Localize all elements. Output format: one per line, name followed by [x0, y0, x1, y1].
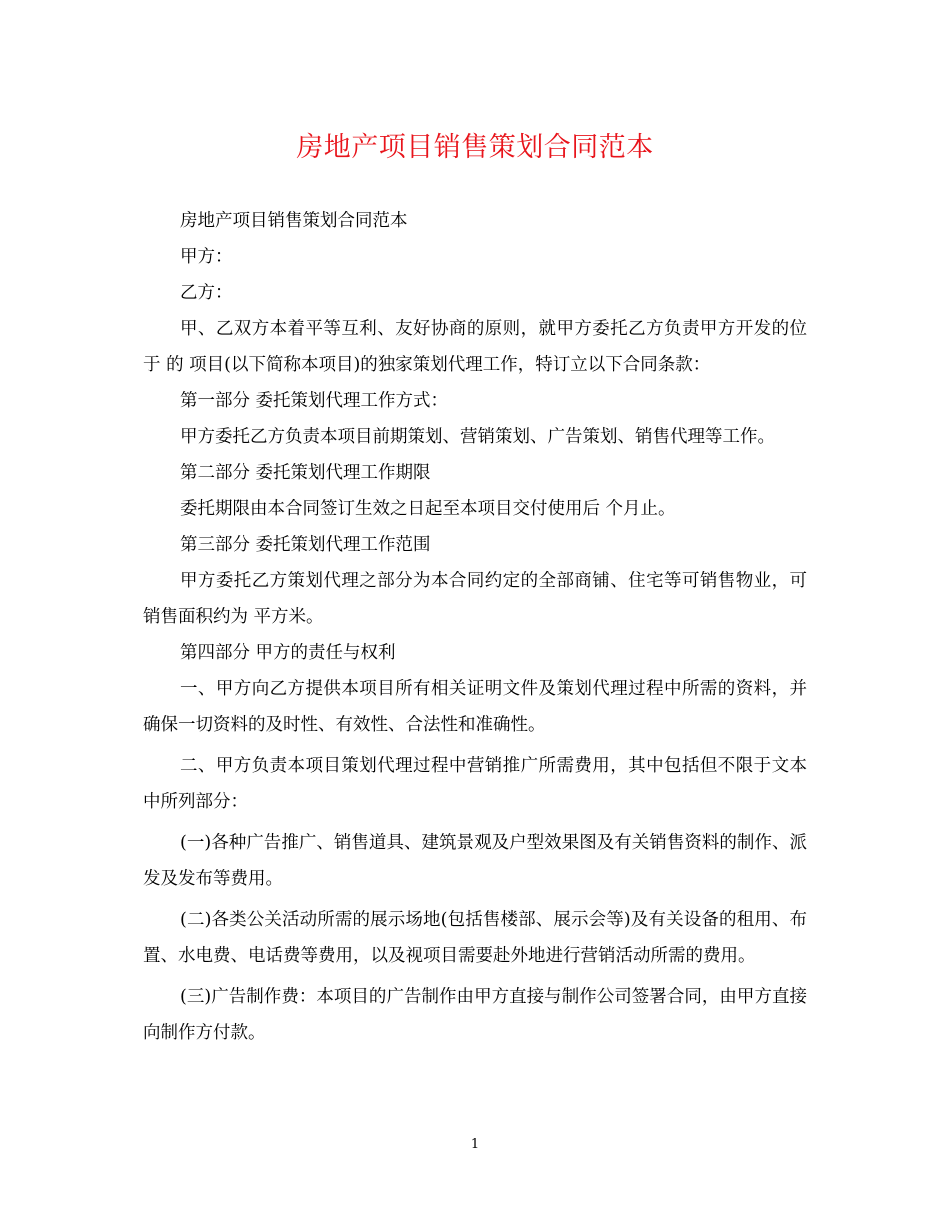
paragraph-preamble: 甲、乙双方本着平等互利、友好协商的原则，就甲方委托乙方负责甲方开发的位于 的 项目(以下简称本项目)的独家策划代理工作，特订立以下合同条款：: [143, 319, 807, 375]
paragraph-doc-name: 房地产项目销售策划合同范本: [180, 211, 408, 231]
document-title: 房地产项目销售策划合同范本: [296, 132, 654, 163]
document-body: [143, 203, 807, 1051]
section-heading-part-1: 第一部分 委托策划代理工作方式：: [180, 391, 449, 411]
section-heading-part-4: 第四部分 甲方的责任与权利: [180, 643, 396, 663]
section-heading-part-3: 第三部分 委托策划代理工作范围: [180, 535, 431, 555]
page-number: 1: [470, 1137, 480, 1152]
paragraph-item-1: (一)各种广告推广、销售道具、建筑景观及户型效果图及有关销售资料的制作、派发及发布等费用。: [143, 833, 807, 889]
paragraph-clause-1: 一、甲方向乙方提供本项目所有相关证明文件及策划代理过程中所需的资料，并确保一切资料的及时性、有效性、合法性和准确性。: [143, 679, 807, 735]
paragraph-clause-2: 二、甲方负责本项目策划代理过程中营销推广所需费用，其中包括但不限于文本中所列部分：: [143, 756, 807, 812]
paragraph-part-3-body: 甲方委托乙方策划代理之部分为本合同约定的全部商铺、住宅等可销售物业，可销售面积约为 平方米。: [143, 571, 807, 627]
paragraph-part-1-body: 甲方委托乙方负责本项目前期策划、营销策划、广告策划、销售代理等工作。: [180, 427, 775, 447]
section-heading-part-2: 第二部分 委托策划代理工作期限: [180, 463, 431, 483]
paragraph-part-2-body: 委托期限由本合同签订生效之日起至本项目交付使用后 个月止。: [180, 499, 676, 519]
paragraph-item-3: (三)广告制作费：本项目的广告制作由甲方直接与制作公司签署合同，由甲方直接向制作方付款。: [143, 987, 807, 1043]
paragraph-party-b: 乙方：: [180, 283, 233, 303]
paragraph-item-2: (二)各类公关活动所需的展示场地(包括售楼部、展示会等)及有关设备的租用、布置、水电费、电话费等费用，以及视项目需要赴外地进行营销活动所需的费用。: [143, 910, 807, 966]
paragraph-party-a: 甲方：: [180, 247, 233, 267]
